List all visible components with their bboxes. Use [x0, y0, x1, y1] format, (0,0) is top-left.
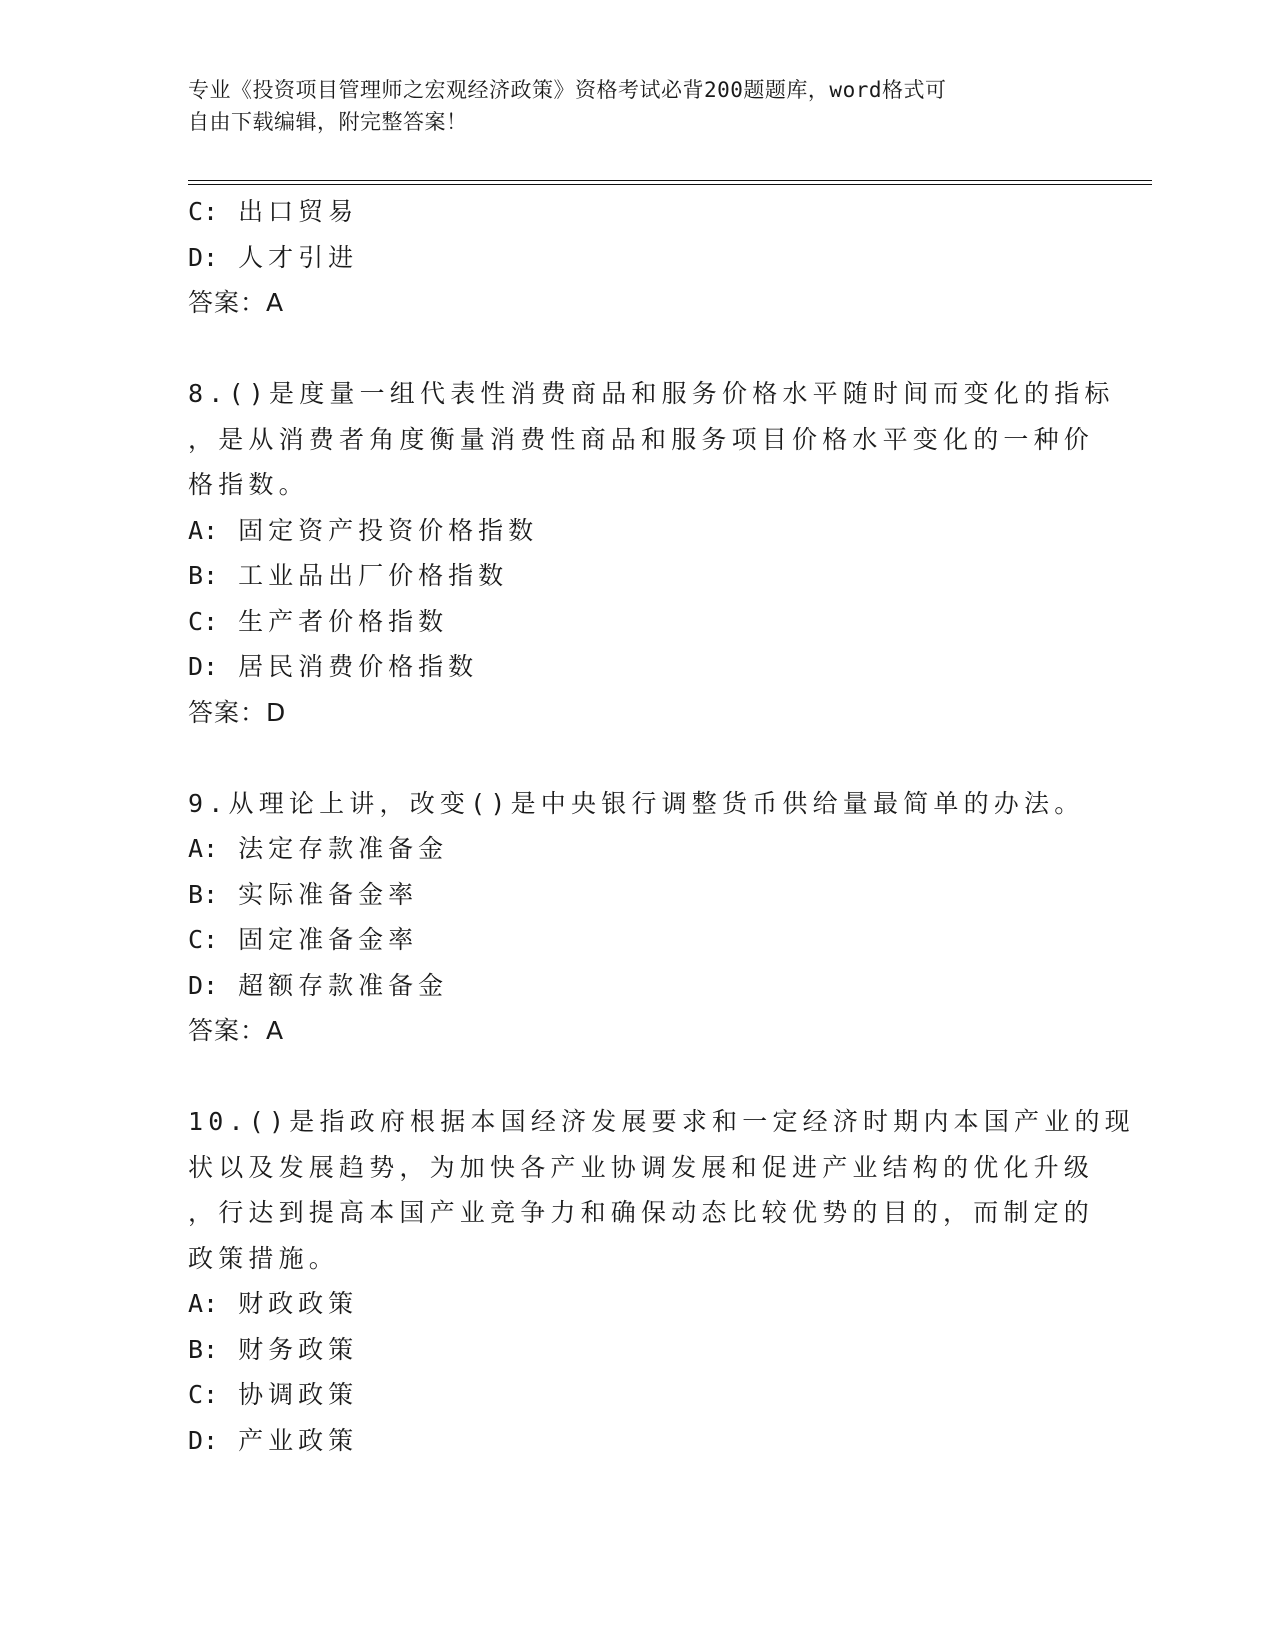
option-key: C:	[188, 1380, 219, 1409]
option-text: 生产者价格指数	[238, 606, 449, 636]
option-key: D:	[188, 242, 219, 272]
option-key: A:	[188, 515, 219, 545]
option-key: C:	[188, 606, 219, 636]
option-text: 人才引进	[238, 242, 359, 272]
option-key: B:	[188, 561, 219, 590]
header-double-rule	[188, 180, 1152, 185]
option-text: 出口贸易	[238, 197, 359, 226]
header-line-2: 自由下载编辑，附完整答案！	[188, 110, 468, 134]
option-key: A:	[188, 834, 219, 863]
question-9-answer: 答案：A	[188, 1016, 285, 1045]
question-9-option-b	[188, 872, 1088, 918]
question-10-option-b	[188, 1327, 1088, 1373]
question-8-option-a	[188, 508, 1088, 554]
question-8-line-1: 8.()是度量一组代表性消费商品和服务价格水平随时间而变化的指标	[188, 379, 1115, 408]
question-10-line-2: 状以及发展趋势，为加快各产业协调发展和促进产业结构的优化升级	[188, 1152, 1095, 1182]
option-text: 法定存款准备金	[238, 834, 449, 863]
question-8-line-3: 格指数。	[188, 470, 309, 499]
prev-answer: 答案：A	[188, 288, 285, 317]
option-text: 固定资产投资价格指数	[238, 515, 539, 545]
header-line-1: 专业《投资项目管理师之宏观经济政策》资格考试必背200题题库，word格式可	[188, 78, 947, 102]
question-10-option-c	[188, 1372, 1088, 1418]
option-key: C:	[188, 925, 219, 954]
document-body	[188, 189, 1135, 1463]
question-9-line-1: 9.从理论上讲，改变()是中央银行调整货币供给量最简单的办法。	[188, 788, 1085, 818]
option-text: 财政政策	[238, 1289, 359, 1318]
option-text: 固定准备金率	[238, 925, 419, 954]
option-key: D:	[188, 652, 219, 681]
question-10-line-4: 政策措施。	[188, 1243, 340, 1273]
document-header	[188, 74, 1088, 138]
option-key: B:	[188, 879, 219, 909]
option-key: A:	[188, 1289, 219, 1318]
question-9-option-a	[188, 826, 1088, 872]
prev-option-c	[188, 189, 1088, 235]
option-text: 产业政策	[238, 1425, 359, 1455]
question-8-line-2: ，是从消费者角度衡量消费性商品和服务项目价格水平变化的一种价	[188, 424, 1095, 454]
question-10-option-a	[188, 1281, 1088, 1327]
question-9-option-d	[188, 963, 1088, 1009]
question-10-line-1: 10.()是指政府根据本国经济发展要求和一定经济时期内本国产业的现	[188, 1107, 1135, 1136]
question-10-line-3: ，行达到提高本国产业竞争力和确保动态比较优势的目的，而制定的	[188, 1198, 1095, 1227]
option-key: B:	[188, 1334, 219, 1364]
question-10-option-d	[188, 1418, 1088, 1464]
option-text: 超额存款准备金	[238, 970, 449, 1000]
option-text: 协调政策	[238, 1380, 359, 1409]
option-text: 居民消费价格指数	[238, 652, 479, 681]
question-8-option-d	[188, 644, 1088, 690]
option-key: D:	[188, 1425, 219, 1455]
option-text: 实际准备金率	[238, 879, 419, 909]
option-key: C:	[188, 197, 219, 226]
option-text: 财务政策	[238, 1334, 359, 1364]
question-8-answer: 答案：D	[188, 697, 287, 727]
option-key: D:	[188, 970, 219, 1000]
question-9-option-c	[188, 917, 1088, 963]
question-8-option-b	[188, 553, 1088, 599]
prev-option-d	[188, 235, 1088, 281]
option-text: 工业品出厂价格指数	[238, 561, 509, 590]
question-8-option-c	[188, 599, 1088, 645]
